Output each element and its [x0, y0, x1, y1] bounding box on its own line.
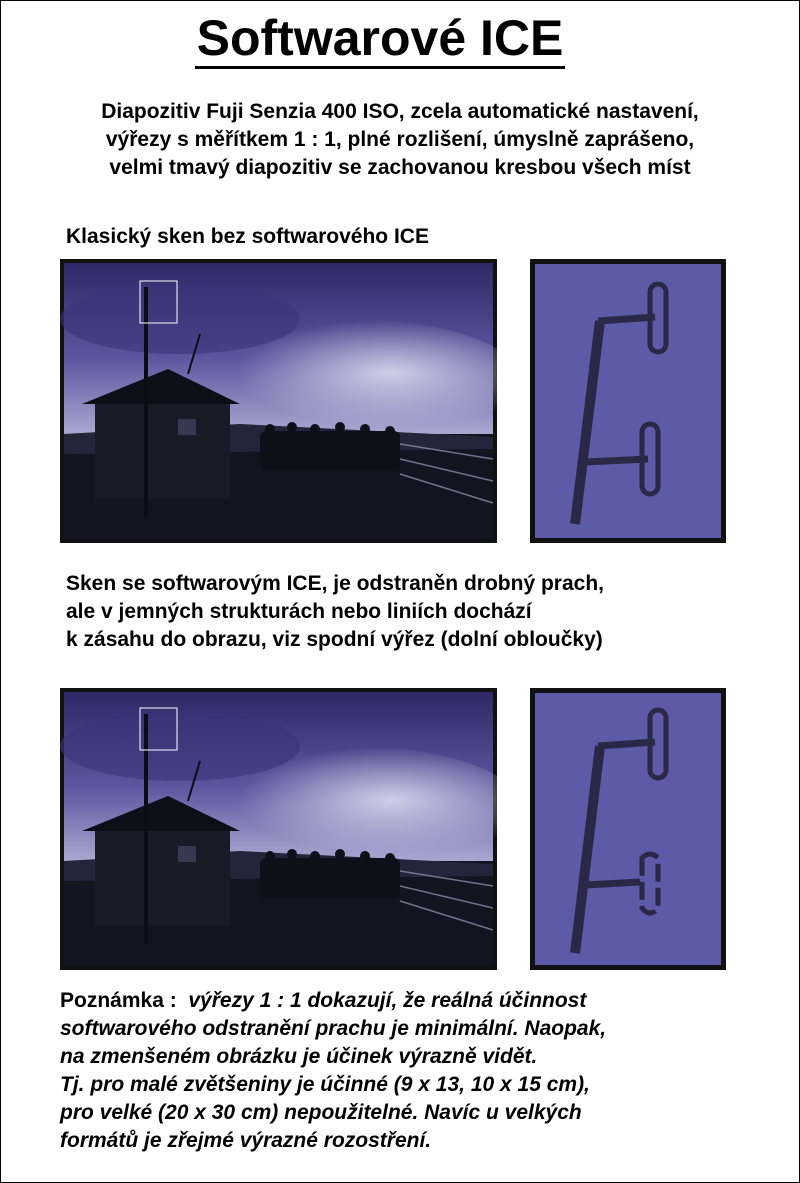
- intro-line: velmi tmavý diapozitiv se zachovanou kresbou všech míst: [109, 156, 691, 179]
- scan-photo-with-ice: [60, 688, 497, 970]
- note-line: na zmenšeném obrázku je účinek výrazně vidět.: [60, 1045, 538, 1068]
- note-line: softwarového odstranění prachu je minimální. Naopak,: [60, 1017, 607, 1040]
- intro-line: výřezy s měřítkem 1 : 1, plné rozlišení, úmyslně zaprášeno,: [105, 128, 695, 151]
- section2-line: k zásahu do obrazu, viz spodní výřez (dolní obloučky): [66, 628, 603, 651]
- note-line: pro velké (20 x 30 cm) nepoužitelné. Navíc u velkých: [60, 1101, 582, 1124]
- section2-text: [66, 570, 604, 654]
- crop-detail-without-ice: [530, 259, 726, 543]
- note-first-line: [60, 987, 606, 1015]
- note-label: Poznámka :: [60, 989, 177, 1012]
- note-line: Tj. pro malé zvětšeniny je účinné (9 x 13, 10 x 15 cm),: [60, 1073, 590, 1096]
- note-first-text: výřezy 1 : 1 dokazují, že reálná účinnost: [188, 989, 587, 1012]
- note-line: formátů je zřejmé výrazné rozostření.: [60, 1129, 432, 1152]
- note-text: [60, 987, 606, 1155]
- section2-line: ale v jemných strukturách nebo liniích dochází: [66, 600, 532, 623]
- scan-photo-without-ice: [60, 259, 497, 543]
- section1-heading: Klasický sken bez softwarového ICE: [66, 225, 429, 248]
- crop-detail-with-ice: [530, 688, 726, 970]
- page-title: Softwarové ICE: [0, 10, 760, 66]
- intro-text: [0, 98, 800, 182]
- section2-line: Sken se softwarovým ICE, je odstraněn drobný prach,: [66, 572, 604, 595]
- intro-line: Diapozitiv Fuji Senzia 400 ISO, zcela automatické nastavení,: [101, 100, 699, 123]
